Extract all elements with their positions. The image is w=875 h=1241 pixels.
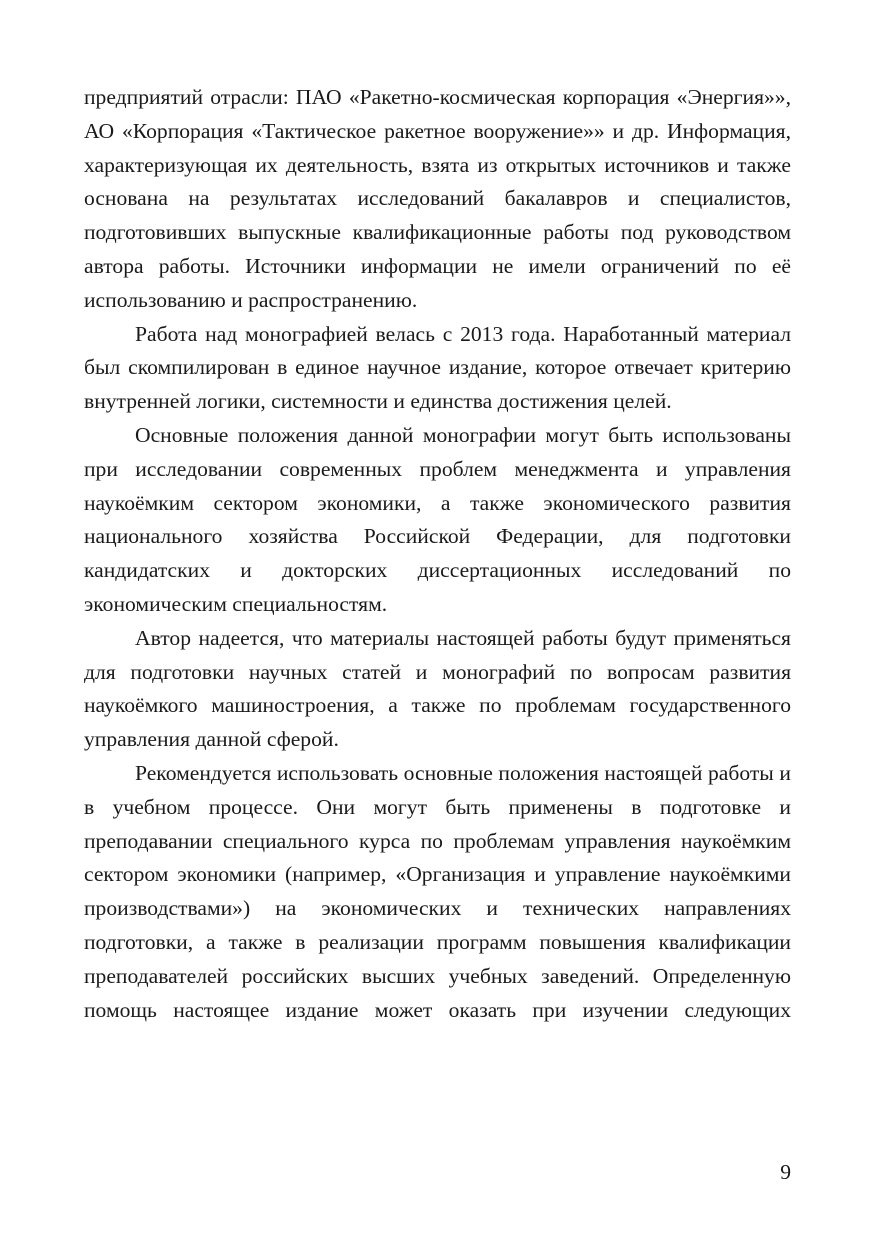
paragraph-educational-use: Рекомендуется использовать основные положения настоящей работы и в учебном процессе. Они могут быть применены в подготовке и преподавании специального курса по проблемам управления наукоёмким сектором экономики (например, «Организация и управление наукоёмкими производствами») на экономических и технических направлениях подготовки, а также в реализации программ повышения квалификации преподавателей российских высших учебных заведений. Определенную помощь настоящее издание может оказать при изучении следующих (84, 760, 791, 1022)
paragraph-usage: Основные положения данной монографии могут быть использованы при исследовании современных проблем менеджмента и управления наукоёмким сектором экономики, а также экономического развития национального хозяйства Российской Федерации, для подготовки кандидатских и докторских диссертационных исследований по экономическим специальностям. (84, 422, 791, 616)
paragraph-monograph-history: Работа над монографией велась с 2013 года. Наработанный материал был скомпилирован в единое научное издание, которое отвечает критерию внутренней логики, системности и единства достижения целей. (84, 321, 791, 414)
page-number: 9 (780, 1160, 791, 1184)
body-text (84, 81, 791, 1027)
paragraph-author-hopes: Автор надеется, что материалы настоящей работы будут применяться для подготовки научных статей и монографий по вопросам развития наукоёмкого машиностроения, а также по проблемам государственного управления данной сферой. (84, 625, 791, 752)
paragraph-continuation: предприятий отрасли: ПАО «Ракетно-космическая корпорация «Энергия»», АО «Корпорация «Тактическое ракетное вооружение»» и др. Информация, характеризующая их деятельность, взята из открытых источников и также основана на результатах исследований бакалавров и специалистов, подготовивших выпускные квалификационные работы под руководством автора работы. Источники информации не имели ограничений по её использованию и распространению. (84, 85, 791, 312)
